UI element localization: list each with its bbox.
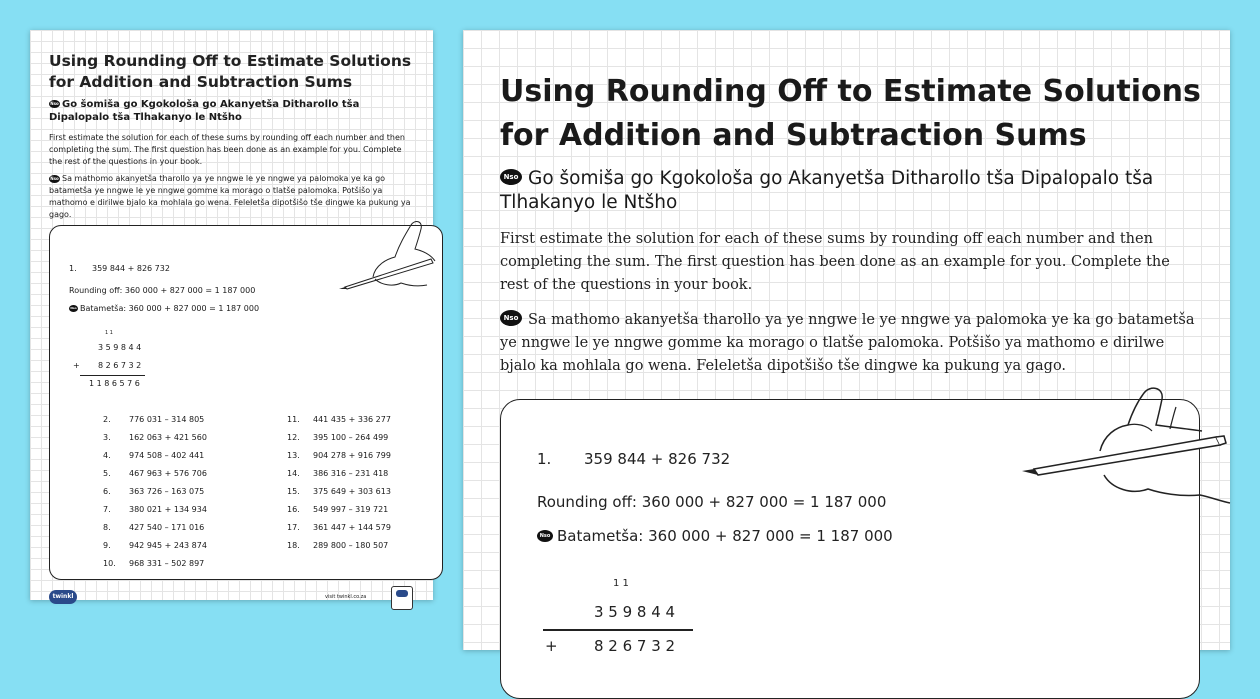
- page-subtitle-text: Go šomiša go Kgokološa go Akanyetša Ditharollo tša Dipalopalo tša Tlhakanyo le Ntšho: [500, 168, 1154, 213]
- page-subtitle: [500, 167, 1220, 215]
- thumbnail-footer: [49, 586, 419, 610]
- example-sum: 359 844 + 826 732: [584, 450, 731, 468]
- example-carry: 1 1: [105, 330, 113, 336]
- quality-badge-icon: [391, 586, 413, 610]
- thumbnail-instructions: First estimate the solution for each of these sums by rounding off each number and then completing the sum. The first question has been done as an example for you. Complete the rest of the questions in your book.: [49, 133, 405, 166]
- language-badge-icon: Nso: [50, 175, 59, 181]
- example-number: 1.: [69, 264, 77, 273]
- example-batametsa: [69, 304, 259, 313]
- example-row1: 3 5 9 8 4 4: [594, 603, 676, 621]
- question-item: [287, 519, 391, 537]
- question-number: 3.: [103, 433, 111, 442]
- question-item: [287, 501, 391, 519]
- hand-with-pencil-icon: [335, 215, 435, 295]
- question-sum: 289 800 – 180 507: [313, 541, 389, 550]
- question-item: [287, 465, 391, 483]
- question-number: 2.: [103, 415, 111, 424]
- question-sum: 162 063 + 421 560: [129, 433, 207, 442]
- question-sum: 776 031 – 314 805: [129, 415, 205, 424]
- question-sum: 974 508 – 402 441: [129, 451, 205, 460]
- question-number: 5.: [103, 469, 111, 478]
- question-number: 6.: [103, 487, 111, 496]
- sum-underline: [80, 375, 145, 376]
- question-number: 13.: [287, 451, 300, 460]
- example-plus: +: [73, 361, 80, 370]
- example-row2: 8 2 6 7 3 2: [594, 637, 676, 655]
- question-number: 10.: [103, 559, 116, 568]
- question-number: 9.: [103, 541, 111, 550]
- question-sum: 427 540 – 171 016: [129, 523, 205, 532]
- question-number: 7.: [103, 505, 111, 514]
- question-sum: 395 100 – 264 499: [313, 433, 389, 442]
- example-rounding: Rounding off: 360 000 + 827 000 = 1 187 000: [537, 493, 887, 511]
- hand-with-pencil-icon: [1020, 385, 1230, 515]
- language-badge-icon: Nso: [70, 306, 77, 310]
- example-plus: +: [545, 637, 558, 655]
- example-row1: 3 5 9 8 4 4: [98, 343, 142, 352]
- question-sum: 904 278 + 916 799: [313, 451, 391, 460]
- question-sum: 467 963 + 576 706: [129, 469, 207, 478]
- example-rounding: Rounding off: 360 000 + 827 000 = 1 187 000: [69, 286, 256, 295]
- thumbnail-title-line2: for Addition and Subtraction Sums: [49, 73, 353, 91]
- thumbnail-subtitle: [49, 98, 419, 124]
- questions-left-column: [103, 411, 207, 573]
- instructions: First estimate the solution for each of these sums by rounding off each number and then completing the sum. The first question has been done as an example for you. Complete the rest of the questions in your book.: [500, 231, 1170, 293]
- question-number: 8.: [103, 523, 111, 532]
- question-number: 18.: [287, 541, 300, 550]
- footer-url: visit twinkl.co.za: [325, 594, 367, 600]
- example-batametsa-text: Batametša: 360 000 + 827 000 = 1 187 000: [80, 304, 260, 313]
- language-badge-icon: Nso: [537, 530, 553, 542]
- question-sum: 363 726 – 163 075: [129, 487, 205, 496]
- question-sum: 375 649 + 303 613: [313, 487, 391, 496]
- twinkl-logo: twinkl: [49, 590, 77, 604]
- page-title-line1: Using Rounding Off to Estimate Solutions: [500, 74, 1201, 109]
- question-item: [103, 483, 207, 501]
- page-title: [500, 70, 1220, 158]
- sum-underline: [543, 629, 693, 631]
- question-item: [103, 501, 207, 519]
- language-badge-icon: Nso: [500, 310, 522, 326]
- question-item: [103, 411, 207, 429]
- thumbnail-translated-text: Sa mathomo akanyetša tharollo ya ye nngwe le ye nngwe ya palomoka ye ka go batametša ye nngwe le ye nngwe gomme ka morago o tlatše palomoka. Potšišo ya mathomo e dirilwe bjalo ka mohlala go wena. Feleletša dipotšišo tše dingwe ka pukung ya gago.: [49, 174, 411, 219]
- question-item: [103, 519, 207, 537]
- worksheet-thumbnail: [30, 30, 433, 600]
- example-number: 1.: [537, 450, 552, 468]
- questions-right-column: [287, 411, 391, 555]
- question-sum: 386 316 – 231 418: [313, 469, 389, 478]
- question-number: 16.: [287, 505, 300, 514]
- question-item: [103, 537, 207, 555]
- question-number: 17.: [287, 523, 300, 532]
- question-sum: 942 945 + 243 874: [129, 541, 207, 550]
- example-sum: 359 844 + 826 732: [92, 264, 170, 273]
- question-sum: 968 331 – 502 897: [129, 559, 205, 568]
- question-number: 14.: [287, 469, 300, 478]
- question-sum: 549 997 – 319 721: [313, 505, 389, 514]
- question-number: 4.: [103, 451, 111, 460]
- question-sum: 380 021 + 134 934: [129, 505, 207, 514]
- question-number: 12.: [287, 433, 300, 442]
- question-item: [287, 411, 391, 429]
- example-batametsa-text: Batametša: 360 000 + 827 000 = 1 187 000: [557, 527, 893, 545]
- example-batametsa: [537, 527, 893, 545]
- thumbnail-subtitle-text: Go šomiša go Kgokološa go Akanyetša Ditharollo tša Dipalopalo tša Tlhakanyo le Ntšho: [49, 99, 360, 123]
- question-item: [103, 465, 207, 483]
- question-item: [287, 429, 391, 447]
- question-item: [103, 555, 207, 573]
- question-item: [103, 447, 207, 465]
- question-number: 15.: [287, 487, 300, 496]
- worksheet-enlarged: [463, 30, 1230, 655]
- thumbnail-title: [49, 51, 419, 93]
- language-badge-icon: Nso: [500, 169, 522, 185]
- instructions-translated: [500, 309, 1200, 378]
- question-item: [287, 483, 391, 501]
- example-answer: 1 1 8 6 5 7 6: [89, 379, 140, 388]
- question-item: [103, 429, 207, 447]
- question-item: [287, 537, 391, 555]
- language-badge-icon: Nso: [50, 101, 59, 106]
- thumbnail-title-line1: Using Rounding Off to Estimate Solutions: [49, 52, 412, 70]
- question-sum: 361 447 + 144 579: [313, 523, 391, 532]
- page-title-line2: for Addition and Subtraction Sums: [500, 118, 1087, 153]
- instructions-translated-text: Sa mathomo akanyetša tharollo ya ye nngwe le ye nngwe ya palomoka ye ka go batametša ye nngwe le ye nngwe gomme ka morago o tlatše palomoka. Potšišo ya mathomo e dirilwe bjalo ka mohlala go wena. Feleletša dipotšišo tše dingwe ka pukung ya gago.: [500, 312, 1195, 374]
- question-item: [287, 447, 391, 465]
- thumbnail-instructions-translated: [49, 173, 415, 221]
- question-number: 11.: [287, 415, 300, 424]
- question-sum: 441 435 + 336 277: [313, 415, 391, 424]
- example-row2: 8 2 6 7 3 2: [98, 361, 142, 370]
- example-carry: 1 1: [613, 578, 629, 589]
